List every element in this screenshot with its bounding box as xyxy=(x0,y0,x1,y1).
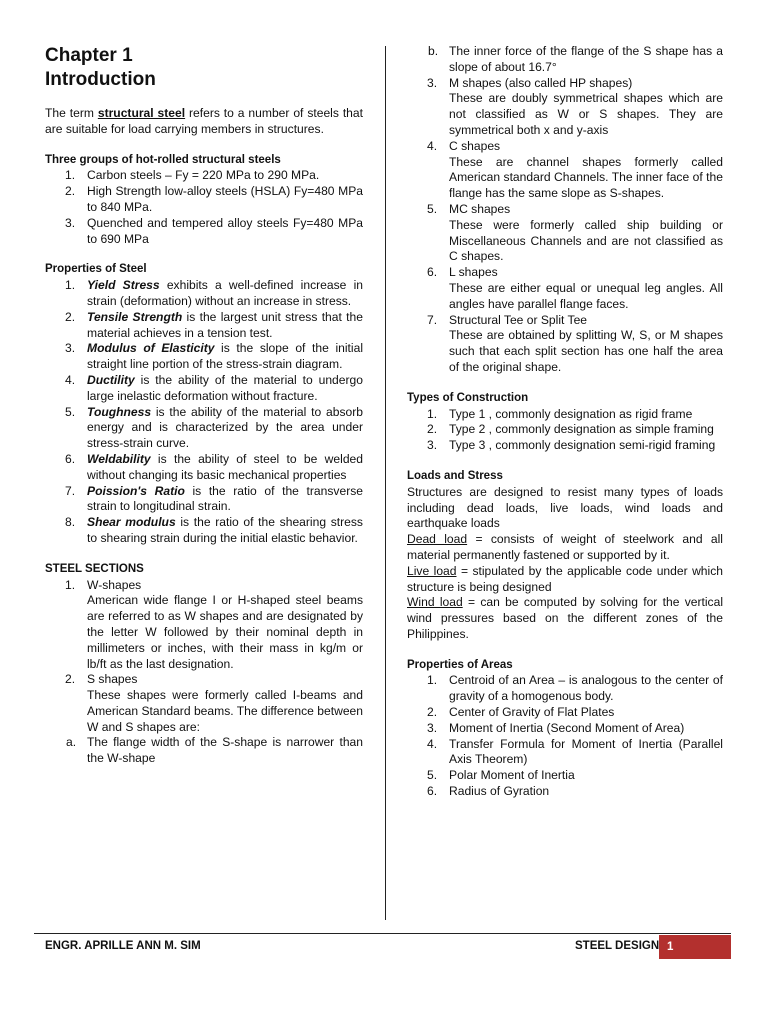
list-number: 1. xyxy=(427,406,438,421)
groups-heading: Three groups of hot-rolled structural steels xyxy=(45,153,281,166)
list-number: 2. xyxy=(65,309,76,324)
section-description: These are either equal or unequal leg angles. All angles have parallel flange faces. xyxy=(449,280,723,311)
loads-heading: Loads and Stress xyxy=(407,469,503,482)
property-item xyxy=(45,405,363,452)
list-number: 6. xyxy=(65,451,76,466)
load-description: = consists of weight of steelwork and all material permanently fastened or supported by it. xyxy=(407,532,723,562)
load-term: Dead load xyxy=(407,532,468,547)
list-number: 2. xyxy=(427,705,438,720)
section-description: These are channel shapes formerly called American standard Channels. The inner face of the flange has the same slope as S-shapes. xyxy=(449,154,723,201)
areas-list xyxy=(407,673,723,799)
list-text: Moment of Inertia (Second Moment of Area) xyxy=(449,720,685,735)
properties-list xyxy=(45,278,363,547)
properties-heading: Properties of Steel xyxy=(45,263,147,276)
list-number: 3. xyxy=(65,341,76,356)
list-text: The inner force of the flange of the S shape has a slope of about 16.7° xyxy=(449,44,723,74)
list-number: 1. xyxy=(65,168,76,183)
list-number: 6. xyxy=(427,265,438,280)
list-number: 3. xyxy=(65,215,76,230)
loads-intro: Structures are designed to resist many types of loads including dead loads, live loads, wind loads and earthquake loads xyxy=(407,484,723,531)
property-term: Yield Stress xyxy=(87,278,160,293)
list-text: Centroid of an Area – is analogous to the center of gravity of a homogenous body. xyxy=(449,673,723,704)
list-number: 1. xyxy=(65,278,76,293)
section-name: Structural Tee or Split Tee xyxy=(449,312,588,327)
construction-item xyxy=(407,438,723,454)
page-number-box xyxy=(659,935,731,959)
steel-sections-heading: STEEL SECTIONS xyxy=(45,562,144,575)
list-number: 5. xyxy=(427,768,438,783)
list-number: 4. xyxy=(65,372,76,387)
construction-item xyxy=(407,407,723,423)
property-item xyxy=(45,341,363,373)
section-name: C shapes xyxy=(449,138,501,153)
list-text: Type 2 , commonly designation as simple framing xyxy=(449,422,714,437)
section-item xyxy=(45,578,363,673)
list-number: b. xyxy=(428,44,439,58)
load-definition xyxy=(407,564,723,596)
property-definition: is the ability of the material to absorb energy and is characterized by the area under stress-strain curve. xyxy=(87,404,363,451)
list-number: 6. xyxy=(427,784,438,799)
column-divider xyxy=(385,46,386,920)
property-item xyxy=(45,278,363,310)
load-definition xyxy=(407,532,723,564)
list-number: 5. xyxy=(427,201,438,216)
right-column xyxy=(407,44,723,800)
load-description: = stipulated by the applicable code under which structure is being designed xyxy=(407,563,723,594)
section-item xyxy=(407,202,723,265)
s-difference-item xyxy=(407,44,723,76)
area-property-item xyxy=(407,673,723,705)
footer-author: ENGR. APRILLE ANN M. SIM xyxy=(45,940,201,952)
property-definition: is the slope of the initial straight line portion of the stress-strain diagram. xyxy=(87,341,364,372)
list-number: 1. xyxy=(65,577,76,592)
section-name: L shapes xyxy=(449,265,498,280)
section-description: These are obtained by splitting W, S, or M shapes such that each split section has one half the area of the original shape. xyxy=(449,328,723,374)
section-item xyxy=(407,313,723,376)
s-difference-item xyxy=(45,735,363,767)
property-item xyxy=(45,452,363,484)
property-item xyxy=(45,310,363,342)
list-text: Carbon steels – Fy = 220 MPa to 290 MPa. xyxy=(87,168,320,183)
list-text: Center of Gravity of Flat Plates xyxy=(449,705,615,720)
list-number: 3. xyxy=(427,438,438,453)
property-item xyxy=(45,515,363,547)
property-definition: is the ratio of the transverse strain to longitudinal strain. xyxy=(87,483,363,514)
list-number: 3. xyxy=(427,720,438,735)
property-item xyxy=(45,484,363,516)
construction-item xyxy=(407,422,723,438)
chapter-title: Introduction xyxy=(45,69,156,90)
list-text: Quenched and tempered alloy steels Fy=480 MPa to 690 MPa xyxy=(87,215,363,246)
list-number: 4. xyxy=(427,138,438,153)
section-item xyxy=(45,672,363,735)
left-column xyxy=(45,44,363,767)
property-definition: exhibits a well-defined increase in strain (deformation) without an increase in stress. xyxy=(87,278,363,308)
load-description: = can be computed by solving for the vertical wind pressures based on the different zones of the Philippines. xyxy=(407,595,724,641)
load-term: Wind load xyxy=(407,595,463,610)
s-shape-differences-list xyxy=(45,735,363,767)
intro-paragraph: The term structural steel refers to a number of steels that are suitable for load carrying members in structures. xyxy=(45,106,363,136)
list-number: 3. xyxy=(427,75,438,90)
property-definition: is the ability of steel to be welded without changing its basic mechanical properties xyxy=(87,451,363,482)
area-property-item xyxy=(407,705,723,721)
steel-sections-list xyxy=(45,578,363,736)
group-item xyxy=(45,216,363,248)
area-property-item xyxy=(407,721,723,737)
section-name: S shapes xyxy=(87,672,138,687)
property-term: Poission's Ratio xyxy=(87,483,185,498)
section-description: These shapes were formerly called I-beams and American Standard beams. The difference between W and S shapes are: xyxy=(87,688,363,734)
list-number: a. xyxy=(66,735,77,750)
structural-steel-term: structural steel xyxy=(97,106,186,120)
list-number: 2. xyxy=(427,422,438,437)
construction-heading: Types of Construction xyxy=(407,391,529,404)
list-text: Polar Moment of Inertia xyxy=(449,768,575,783)
list-number: 1. xyxy=(427,673,438,688)
steel-sections-continued xyxy=(407,76,723,376)
area-property-item xyxy=(407,768,723,784)
list-number: 2. xyxy=(65,672,76,687)
property-definition: is the ratio of the shearing stress to shearing strain during the initial elastic behavior. xyxy=(87,515,363,545)
list-number: 7. xyxy=(65,483,76,498)
areas-heading: Properties of Areas xyxy=(407,658,513,671)
s-shape-differences-continued xyxy=(407,44,723,76)
load-term: Live load xyxy=(407,563,457,578)
property-term: Tensile Strength xyxy=(87,309,183,324)
section-description: These were formerly called ship building or Miscellaneous Channels and are not classified as C shapes. xyxy=(449,217,723,264)
property-term: Modulus of Elasticity xyxy=(87,341,215,356)
property-definition: is the largest unit stress that the material achieves in a tension test. xyxy=(87,309,363,340)
page-number: 1 xyxy=(667,941,674,953)
section-description: These are doubly symmetrical shapes which are not classified as W or S shapes. They are symmetrical both x and y-axis xyxy=(449,91,723,137)
list-number: 5. xyxy=(65,404,76,419)
section-item xyxy=(407,265,723,312)
section-name: M shapes (also called HP shapes) xyxy=(449,75,633,90)
list-text: Type 1 , commonly designation as rigid frame xyxy=(449,406,693,421)
list-number: 4. xyxy=(427,736,438,751)
list-number: 2. xyxy=(65,184,76,199)
construction-list xyxy=(407,407,723,454)
section-name: MC shapes xyxy=(449,201,511,216)
load-definition xyxy=(407,595,723,642)
property-term: Ductility xyxy=(87,372,135,387)
chapter-number: Chapter 1 xyxy=(45,45,133,66)
list-text: Radius of Gyration xyxy=(449,784,550,799)
list-number: 7. xyxy=(427,312,438,327)
property-term: Shear modulus xyxy=(87,515,176,530)
list-text: Type 3 , commonly designation semi-rigid framing xyxy=(449,438,716,453)
list-text: High Strength low-alloy steels (HSLA) Fy=480 MPa to 840 MPa. xyxy=(87,184,363,214)
property-term: Toughness xyxy=(87,404,152,419)
section-item xyxy=(407,139,723,202)
group-item xyxy=(45,168,363,184)
section-item xyxy=(407,76,723,139)
area-property-item xyxy=(407,784,723,800)
loads-definitions xyxy=(407,532,723,643)
property-item xyxy=(45,373,363,405)
section-description: American wide flange I or H-shaped steel beams are referred to as W shapes and are designated by the letter W followed by their nominal depth in millimeters or inches, with their mass in kg/m or lb/ft as the last designation. xyxy=(87,593,363,671)
footer-course: STEEL DESIGN xyxy=(575,940,660,952)
area-property-item xyxy=(407,737,723,769)
section-name: W-shapes xyxy=(87,577,142,592)
list-number: 8. xyxy=(65,515,76,530)
list-text: The flange width of the S-shape is narrower than the W-shape xyxy=(87,735,363,766)
property-definition: is the ability of the material to undergo large inelastic deformation without fracture. xyxy=(87,372,363,403)
groups-list xyxy=(45,168,363,247)
group-item xyxy=(45,184,363,216)
footer-rule xyxy=(34,933,731,934)
list-text: Transfer Formula for Moment of Inertia (Parallel Axis Theorem) xyxy=(449,736,723,767)
property-term: Weldability xyxy=(87,451,151,466)
